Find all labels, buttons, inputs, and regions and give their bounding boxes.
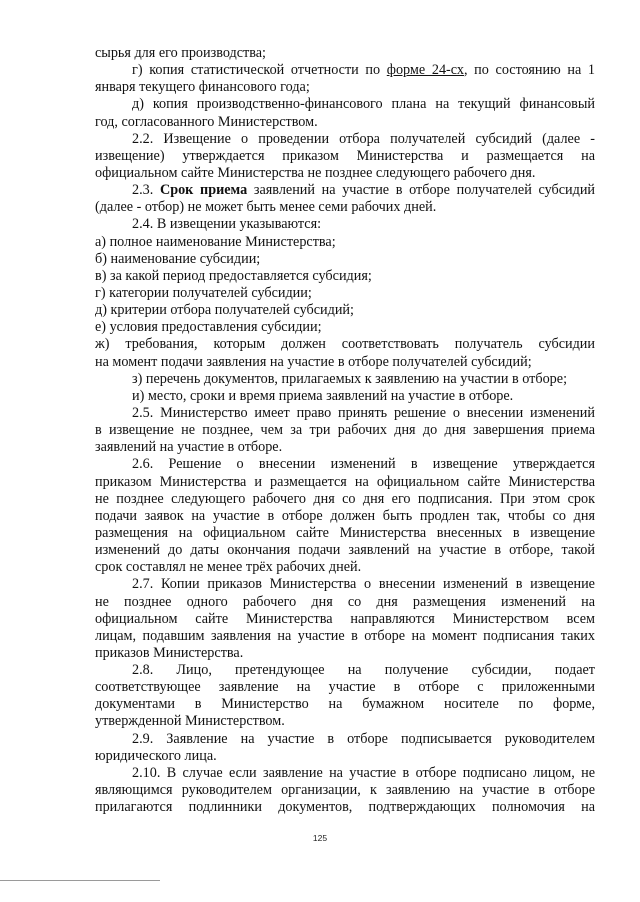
text-line: е) условия предоставления субсидии; [95,319,322,336]
text-line: приказов Министерства. [95,644,244,661]
text-line: лицам, подавшим заявления на участие в отборе на момент подписания таких [95,627,595,644]
text-line: подачи заявок на участие в отборе должен быть продлен так, чтобы со дня [95,507,595,524]
underlined-reference: форме 24-сх [386,62,464,79]
text-line: 2.4. В извещении указываются: [132,216,322,233]
text-line: извещение) утверждается приказом Министерства и размещается на [95,147,595,164]
text-line: 2.3. Срок приема заявлений на участие в отборе получателей субсидий [132,182,595,199]
text-line: з) перечень документов, прилагаемых к заявлению на участии в отборе; [132,370,568,387]
text-line: 2.9. Заявление на участие в отборе подписывается руководителем [132,730,595,747]
document-body [95,45,595,816]
text-line: в) за какой период предоставляется субсидия; [95,267,372,284]
text-line: б) наименование субсидии; [95,250,261,267]
text-line: 2.7. Копии приказов Министерства о внесении изменений в извещение [132,576,595,593]
text-line: являющимся руководителем организации, к заявлению на участие в отборе [95,782,595,799]
text-line: не позднее одного рабочего дня со дня размещения изменений на [95,593,595,610]
text-line: заявлений на участие в отборе. [95,439,283,456]
text-line: утвержденной Министерством. [95,713,285,730]
text-line: документами в Министерство на бумажном носителе по форме, [95,696,595,713]
text-line: (далее - отбор) не может быть менее семи рабочих дней. [95,199,437,216]
text-line: д) критерии отбора получателей субсидий; [95,302,354,319]
text-line: января текущего финансового года; [95,79,310,96]
document-page [95,45,595,816]
text-line: 2.8. Лицо, претендующее на получение субсидии, подает [132,662,595,679]
text-line: в извещение не позднее, чем за три рабочих дня до дня завершения приема [95,422,595,439]
text-line: прилагаются подлинники документов, подтверждающих полномочия на [95,799,595,816]
text-line: изменений до даты окончания подачи заявлений на участие в отборе, такой [95,542,595,559]
text-line: приказом Министерства и размещается на официальном сайте Министерства [95,473,595,490]
text-line: срок составлял не менее трёх рабочих дней. [95,559,362,576]
text-line: г) копия статистической отчетности по форме 24-сх, по состоянию на 1 [132,62,595,79]
text-line: и) место, сроки и время приема заявлений на участие в отборе. [132,387,514,404]
text-line: юридического лица. [95,747,217,764]
text-line: на момент подачи заявления на участие в отборе получателей субсидий; [95,353,532,370]
text-line: 2.10. В случае если заявление на участие в отборе подписано лицом, не [132,764,595,781]
text-line: не позднее следующего рабочего дня со дня его подписания. При этом срок [95,490,595,507]
text-line: 2.6. Решение о внесении изменений в извещение утверждается [132,456,595,473]
text-line: сырья для его производства; [95,45,266,61]
footer-rule [0,880,160,881]
bold-emphasis: Срок приема [159,182,248,199]
text-line: д) копия производственно-финансового плана на текущий финансовый [132,96,595,113]
text-line: а) полное наименование Министерства; [95,233,336,250]
text-line: официальном сайте Министерства направляются Министерством всем [95,610,595,627]
page-number: 125 [312,833,328,843]
text-line: ж) требования, которым должен соответствовать получатель субсидии [95,336,595,353]
text-line: 2.5. Министерство имеет право принять решение о внесении изменений [132,404,595,421]
text-line: год, согласованного Министерством. [95,113,318,130]
text-line: 2.2. Извещение о проведении отбора получателей субсидий (далее - [132,130,595,147]
text-line: г) категории получателей субсидии; [95,284,312,301]
text-line: соответствующее заявление на участие в отборе с приложенными [95,679,595,696]
text-line: размещения на официальном сайте Министерства внесенных в извещение [95,524,595,541]
text-line: официальном сайте Министерства не позднее следующего рабочего дня. [95,164,536,181]
